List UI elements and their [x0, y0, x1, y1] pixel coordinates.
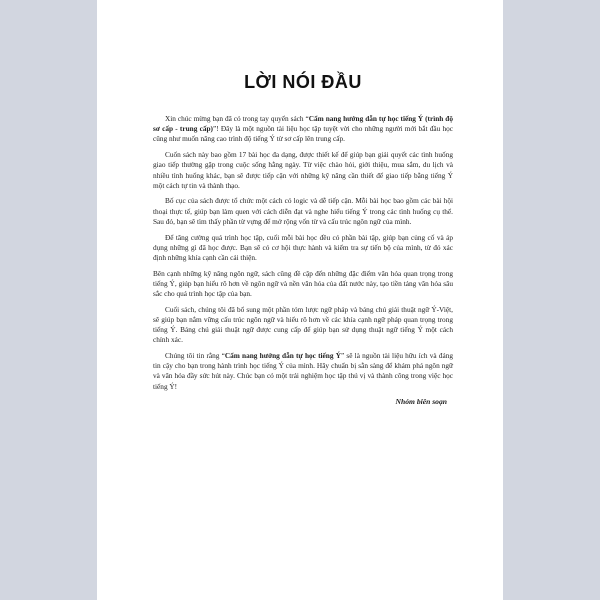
- page-title: LỜI NÓI ĐẦU: [244, 72, 362, 92]
- paragraph-3: Bố cục của sách được tổ chức một cách có logic và dễ tiếp cận. Mỗi bài học bao gồm các bài hội thoại thực tế, giúp bạn làm quen với cách diễn đạt và nghe hiểu tiếng Ý trong các tình huống cụ thể. Sau đó, bạn sẽ tìm thấy phần từ vựng để mở rộng vốn từ và cấu trúc ngôn ngữ của mình.: [153, 196, 453, 226]
- book-title-full: Cẩm nang hướng dẫn tự học tiếng Ý (trình độ sơ cấp - trung cấp): [153, 114, 453, 134]
- book-title-short: Cẩm nang hướng dẫn tự học tiếng Ý: [224, 351, 341, 361]
- paragraph-1: [153, 114, 453, 145]
- paragraph-7-intro: Chúng tôi tin rằng “: [165, 351, 225, 361]
- paragraph-4: Để tăng cường quá trình học tập, cuối mỗi bài học đều có phần bài tập, giúp bạn củng cố và áp dụng những gì đã học được. Bạn sẽ có cơ hội thực hành và kiểm tra sự tiến bộ của mình, từ đó xác định những khía cạnh cần cải thiện.: [153, 232, 453, 262]
- book-page: [97, 0, 503, 600]
- paragraph-1-intro: Xin chúc mừng bạn đã có trong tay quyển sách “: [165, 114, 309, 123]
- signature: Nhóm biên soạn: [395, 397, 447, 407]
- paragraph-5: Bên cạnh những kỹ năng ngôn ngữ, sách cũng đề cập đến những đặc điểm văn hóa quan trọng trong tiếng Ý, giúp bạn hiểu rõ hơn về ngôn ngữ và nền văn hóa của đất nước này, tạo tiền tảng văn hóa sâu sắc cho quá trình học tập của bạn.: [153, 268, 453, 299]
- paragraph-7: [153, 351, 453, 392]
- paragraph-6: Cuối sách, chúng tôi đã bổ sung một phần tóm lược ngữ pháp và bảng chú giải thuật ngữ Ý-Việt, sẽ giúp bạn nắm vững cấu trúc ngôn ngữ và hiểu rõ hơn về các khía cạnh ngữ pháp quan trọng trong tiếng Ý. Bảng chú giải thuật ngữ được cung cấp để giúp bạn sử dụng thuật ngữ tiếng Ý một cách chính xác.: [153, 304, 453, 345]
- paragraph-2: Cuốn sách này bao gồm 17 bài học đa dạng, được thiết kế để giúp bạn giải quyết các tình huống giao tiếp thường gặp trong cuộc sống hằng ngày. Từ việc chào hỏi, giới thiệu, mua sắm, du lịch và nhiều tình huống khác, bạn sẽ được tiếp cận với những kỹ năng cần thiết để giao tiếp bằng tiếng Ý một cách tự tin và thành thạo.: [153, 150, 453, 190]
- paragraph-7-rest: ” sẽ là nguồn tài liệu hữu ích và đáng tin cậy cho bạn trong hành trình học tiếng Ý của mình. Hãy chuẩn bị sẵn sàng để khám phá ngôn ngữ và văn hóa đầy sức hút này. Chúc bạn có một trải nghiệm học tập thú vị và thành công trong việc học tiếng Ý!: [153, 351, 453, 391]
- paragraph-1-rest: ”! Đây là một nguồn tài liệu học tập tuyệt vời cho những người mới bắt đầu học cũng như muốn nâng cao trình độ tiếng Ý từ sơ cấp lên trung cấp.: [153, 124, 453, 144]
